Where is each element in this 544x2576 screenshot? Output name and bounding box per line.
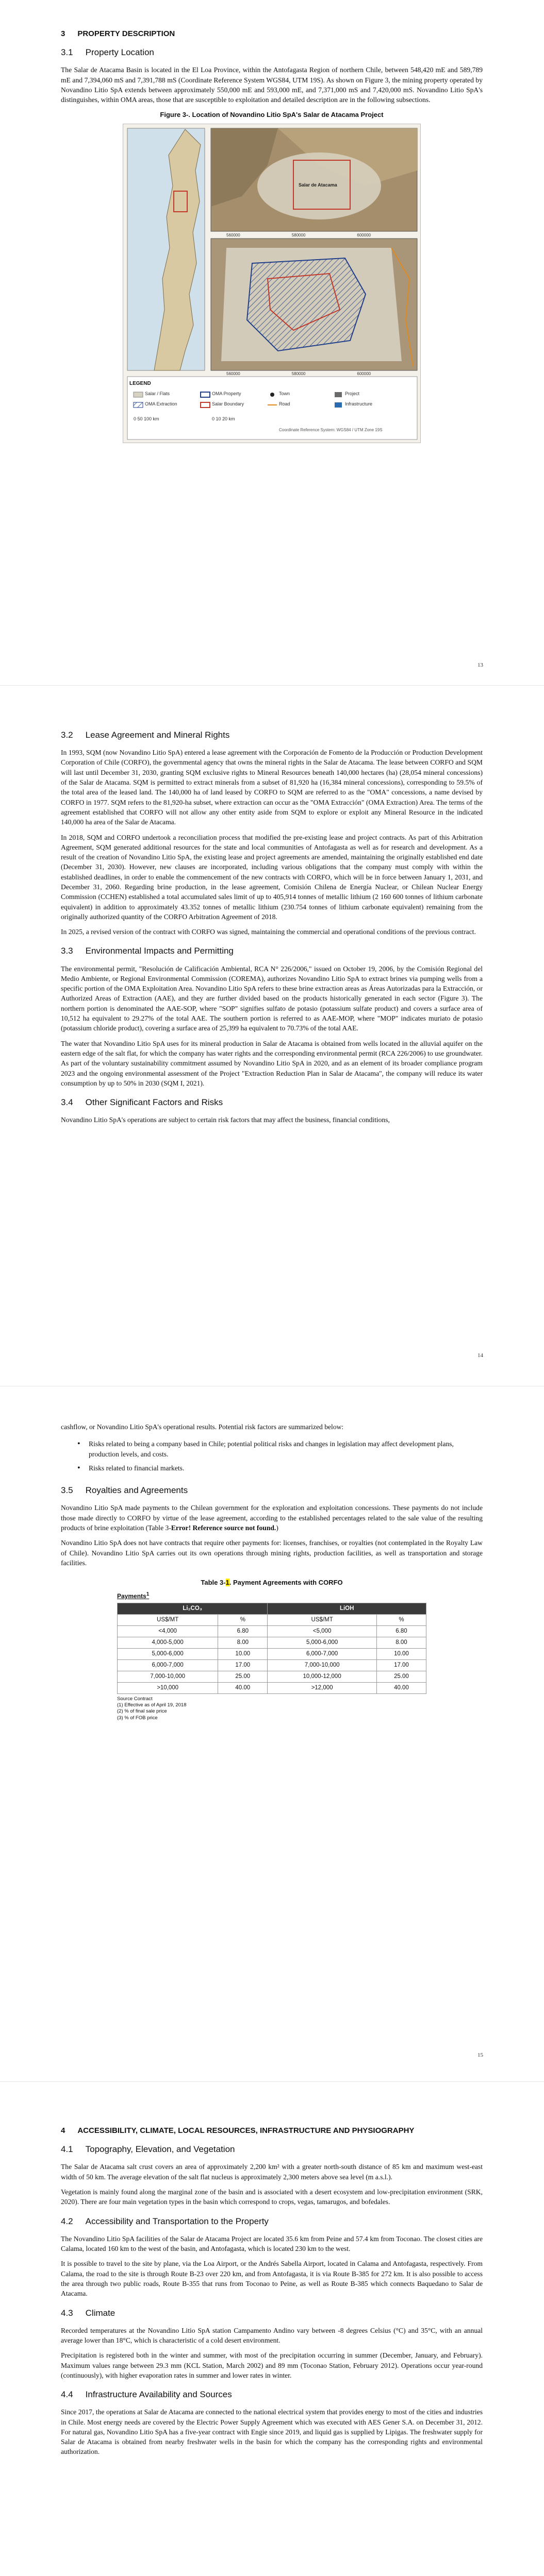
paragraph: In 2018, SQM and CORFO undertook a reconciliation process that modified the pre-existing lease and project contracts. As part of this Arbitration Agreement, SQM generated additional resources for the state and local communities of Antofagasta as well as for research and development. As a result of the creation of Novandino Litio SpA, the existing lease and project agreements are amended, maintaining the originally established end date (December 31, 2030). However, new clauses are incorporated, including various obligations that the company must comply with within the established deadlines, in order to enable the commencement of the new contracts with CORFO, which will be in force between January 1, 2031, and December 31, 2060. Regarding brine production, in the lease agreement, Comisión Chilena de Energía Nuclear, or Chilean Nuclear Energy Commission (CCHEN) established a total accumulated sales limit of up to 405,914 tonnes of metallic lithium (2 160 600 tonnes of lithium carbonate equivalent) in addition to approximately 43.352 tonnes of metallic lithium (230.754 tonnes of lithium carbonate equivalent) remaining from the originally authorized quantity of the CORFO Arbitration Agreement of 2018. bbox=[61, 833, 483, 921]
caption-part: Table 3- bbox=[201, 1579, 226, 1587]
table-row bbox=[118, 1625, 426, 1637]
caption-part: . Payment Agreements with CORFO bbox=[229, 1579, 343, 1587]
section-title: Infrastructure Availability and Sources bbox=[85, 2389, 232, 2400]
table-cell: >12,000 bbox=[268, 1682, 377, 1693]
table-cell: 4,000-5,000 bbox=[118, 1637, 218, 1648]
section-title: Topography, Elevation, and Vegetation bbox=[85, 2144, 235, 2155]
section-number: 4.3 bbox=[61, 2308, 73, 2318]
page-separator bbox=[0, 2081, 544, 2082]
grid-label: 560000 bbox=[226, 371, 240, 377]
table-header-label bbox=[117, 1591, 483, 1601]
chapter-4-heading bbox=[61, 2125, 483, 2136]
map-inset-label: Salar de Atacama bbox=[299, 182, 337, 188]
legend-item: OMA Extraction bbox=[145, 401, 177, 407]
section-title: Environmental Impacts and Permitting bbox=[85, 946, 234, 956]
paragraph: cashflow, or Novandino Litio SpA's operational results. Potential risk factors are summarized below: bbox=[61, 1423, 344, 1431]
page-separator bbox=[0, 685, 544, 686]
page-1-content bbox=[61, 28, 483, 443]
page-3-content bbox=[61, 1422, 483, 1721]
map-legend-title: LEGEND bbox=[129, 381, 151, 387]
table-row bbox=[118, 1671, 426, 1682]
column-header: % bbox=[218, 1614, 268, 1625]
paragraph: In 2025, a revised version of the contract with CORFO was signed, maintaining the commercial and operational conditions of the previous contract. bbox=[61, 928, 476, 936]
document-page-4 bbox=[0, 2097, 544, 2576]
page-number: 14 bbox=[477, 1352, 483, 1359]
page-number: 15 bbox=[477, 2052, 483, 2058]
table-cell: 8.00 bbox=[376, 1637, 426, 1648]
map-scale-left: 0 50 100 km bbox=[134, 416, 159, 422]
page-4-content bbox=[61, 2125, 483, 2462]
section-4-4-heading bbox=[61, 2388, 483, 2401]
caption-highlight: 1 bbox=[225, 1579, 229, 1587]
payments-label: Payments bbox=[117, 1592, 146, 1600]
table-cell: 6,000-7,000 bbox=[268, 1648, 377, 1659]
map-scale-right: 0 10 20 km bbox=[212, 416, 235, 422]
table-cell: <4,000 bbox=[118, 1625, 218, 1637]
column-header: US$/MT bbox=[118, 1614, 218, 1625]
chapter-title: ACCESSIBILITY, CLIMATE, LOCAL RESOURCES, INFRASTRUCTURE AND PHYSIOGRAPHY bbox=[77, 2126, 415, 2135]
table-subheader-row bbox=[118, 1614, 426, 1625]
map-grid-labels-top bbox=[226, 232, 371, 238]
legend-item: OMA Property bbox=[212, 391, 241, 397]
section-title: Property Location bbox=[85, 47, 154, 58]
payments-table bbox=[117, 1603, 426, 1694]
paragraph: It is possible to travel to the site by plane, via the Loa Airport, or the Andrés Sabella Airport, located in Calama and Antofagasta, respectively. From Calama, the road to the site is through Route B-23 over 220 km, and from Antofagasta, it is via Route B-385 for 272 km. It is also possible to access the area through two public roads, Route B-355 that runs from Toconao to Peine, as well as Route B-385 which connects Baquedano to Salar de Atacama. bbox=[61, 2260, 483, 2298]
table-cell: 5,000-6,000 bbox=[118, 1648, 218, 1659]
table-row bbox=[118, 1682, 426, 1693]
section-number: 3.2 bbox=[61, 730, 73, 740]
column-group: Li₂CO₃ bbox=[118, 1603, 268, 1614]
table-cell: 10,000-12,000 bbox=[268, 1671, 377, 1682]
payments-footnote-ref: 1 bbox=[146, 1591, 150, 1597]
grid-label: 560000 bbox=[226, 233, 240, 238]
table-caption bbox=[61, 1578, 483, 1587]
table-cell: 8.00 bbox=[218, 1637, 268, 1648]
section-number: 4.1 bbox=[61, 2144, 73, 2155]
legend-item: Road bbox=[279, 401, 290, 407]
table-row bbox=[118, 1637, 426, 1648]
table-cell: 7,000-10,000 bbox=[118, 1671, 218, 1682]
section-4-3-heading bbox=[61, 2307, 483, 2319]
table-cell: 6.80 bbox=[376, 1625, 426, 1637]
table-note: Source Contract bbox=[117, 1696, 153, 1702]
section-title: Climate bbox=[85, 2308, 116, 2318]
chapter-number: 4 bbox=[61, 2126, 65, 2135]
paragraph: Precipitation is registered both in the winter and summer, with most of the precipitation occurring in summer (December, January, and February). Maximum values range between 29.3 mm (KCL Station, March 2002) and 89 mm (Toconao Station, February 2012). Operations occur year-round (continuously), with higher evaporation rates in summer and lower rates in winter. bbox=[61, 2351, 483, 2379]
map-grid-labels-bottom bbox=[226, 371, 371, 377]
reference-error: Error! Reference source not found. bbox=[171, 1523, 276, 1532]
table-cell: 17.00 bbox=[218, 1659, 268, 1671]
table-cell: 6.80 bbox=[218, 1625, 268, 1637]
section-3-5-heading bbox=[61, 1484, 483, 1497]
document-page-3 bbox=[0, 1401, 544, 2081]
section-3-1-heading bbox=[61, 46, 483, 59]
paragraph: Recorded temperatures at the Novandino Litio SpA station Campamento Andino vary between -8 degrees Celsius (°C) and 35°C, with an annual average lower than 18°C, which is characteristic of a cold desert environment. bbox=[61, 2326, 483, 2344]
legend-item: Infrastructure bbox=[345, 401, 373, 407]
table-note: (2) % of final sale price bbox=[117, 1708, 167, 1715]
table-cell: 10.00 bbox=[218, 1648, 268, 1659]
page-2-content bbox=[61, 729, 483, 1130]
table-cell: 40.00 bbox=[376, 1682, 426, 1693]
legend-item: Town bbox=[279, 391, 290, 397]
list-item: • Risks related to being a company based in Chile; potential political risks and changes in legislation may affect development plans, production levels, and costs. bbox=[77, 1439, 483, 1459]
table-row bbox=[118, 1659, 426, 1671]
map-crs-note: Coordinate Reference System: WGS84 / UTM Zone 19S bbox=[279, 428, 383, 433]
column-header: US$/MT bbox=[268, 1614, 377, 1625]
section-number: 4.4 bbox=[61, 2389, 73, 2400]
section-3-4-heading bbox=[61, 1096, 483, 1109]
risk-list bbox=[77, 1439, 483, 1473]
section-title: Royalties and Agreements bbox=[85, 1485, 188, 1496]
section-3-2-heading bbox=[61, 729, 483, 741]
legend-item: Project bbox=[345, 391, 360, 397]
table-cell: 5,000-6,000 bbox=[268, 1637, 377, 1648]
paragraph: Vegetation is mainly found along the marginal zone of the basin and is associated with a desert ecosystem and low-precipitation environment (SRK, 2020). There are four main vegetation types in the basin which correspond to crops, vegas, tamarugos, and bofedales. bbox=[61, 2188, 483, 2206]
table-cell: >10,000 bbox=[118, 1682, 218, 1693]
column-header: % bbox=[376, 1614, 426, 1625]
paragraph: Since 2017, the operations at Salar de Atacama are connected to the national electrical system that provides energy to most of the cities and industries in Chile. Most energy needs are covered by the Electric Power Supply Agreement which was executed with AES Gener S.A. on December 31, 2012. For natural gas, Novandino Litio SpA has a five-year contract with Engie since 2019, and liquid gas is supplied by Lipigas. The freshwater supply for Salar de Atacama is obtained from nearby freshwater wells in the basin for which the company has the corresponding rights and environmental authorization. bbox=[61, 2408, 483, 2456]
page-number: 13 bbox=[477, 662, 483, 668]
paragraph-text: ) bbox=[276, 1523, 278, 1532]
section-number: 3.5 bbox=[61, 1485, 73, 1496]
location-map-figure bbox=[123, 124, 421, 443]
chapter-number: 3 bbox=[61, 29, 65, 38]
section-number: 3.4 bbox=[61, 1097, 73, 1108]
table-cell: <5,000 bbox=[268, 1625, 377, 1637]
table-row bbox=[118, 1648, 426, 1659]
figure-caption: Figure 3-. Location of Novandino Litio SpA's Salar de Atacama Project bbox=[160, 110, 384, 118]
paragraph: The Novandino Litio SpA facilities of the Salar de Atacama Project are located 35.6 km from Peine and 57.4 km from Toconao. The closest cities are Calama, located 160 km to the west of the basin, and Antofagasta, which is located 230 km to the west. bbox=[61, 2234, 483, 2253]
table-notes bbox=[117, 1696, 483, 1721]
paragraph: Novandino Litio SpA's operations are subject to certain risk factors that may affect the business, financial conditions, bbox=[61, 1116, 390, 1124]
grid-label: 580000 bbox=[291, 371, 306, 377]
document-page-2 bbox=[0, 701, 544, 1386]
section-3-3-heading bbox=[61, 945, 483, 957]
oma-extraction-area bbox=[247, 258, 366, 351]
column-group: LiOH bbox=[268, 1603, 426, 1614]
table-cell: 25.00 bbox=[218, 1671, 268, 1682]
table-header-row bbox=[118, 1603, 426, 1614]
grid-label: 600000 bbox=[357, 233, 371, 238]
section-4-2-heading bbox=[61, 2215, 483, 2228]
paragraph: Novandino Litio SpA does not have contracts that require other payments for: licenses, franchises, or royalties (not contemplated in the Royalty Law of Chile). Novandino Litio SpA carries out its own operations through mining rights, production facilities, as well as transportation and storage facilities. bbox=[61, 1539, 483, 1567]
paragraph-text: Novandino Litio SpA made payments to the Chilean government for the exploration and exploitation concessions. These payments do not include those made directly to CORFO by virtue of the lease agreement, according to the established percentages related to the sale value of the resulting products of brine exploitation (Table 3- bbox=[61, 1504, 483, 1532]
list-item: • Risks related to financial markets. bbox=[77, 1463, 483, 1473]
table-cell: 17.00 bbox=[376, 1659, 426, 1671]
paragraph: The water that Novandino Litio SpA uses for its mineral production in Salar de Atacama is obtained from wells located in the alluvial aquifer on the eastern edge of the salt flat, for which the company has water rights and the corresponding environmental permit (RCA 226/2006) to use groundwater. As part of the voluntary sustainability commitment assumed by Novandino Litio SpA in 2020, and as an element of its broader compliance program 2023 and the ongoing environmental assessment of the Project "Extraction Reduction Plan in Salar de Atacama", the company will reduce its water consumption by up to 50% in 2030 (SQM I, 2021). bbox=[61, 1039, 483, 1087]
paragraph: The Salar de Atacama salt crust covers an area of approximately 2,200 km² with a greater north-south distance of 85 km and maximum west-east width of 50 km. The average elevation of the salt flat nucleus is approximately 2,300 meters above sea level (m a.s.l.). bbox=[61, 2163, 483, 2181]
table-cell: 40.00 bbox=[218, 1682, 268, 1693]
paragraph bbox=[61, 1503, 483, 1533]
paragraph: The Salar de Atacama Basin is located in the El Loa Province, within the Antofagasta Region of northern Chile, between 548,420 mE and 589,789 mE and 7,394,060 mS and 7,391,788 mS (Coordinate Reference System WGS84, UTM 19S). As shown on Figure 3, the mining property operated by Novandino Litio SpA extends between approximately 550,000 mE and 593,000 mE, and 7,371,000 mS and 7,420,000 mS. Novandino Litio SpA's distinguishes, within OMA areas, those that are susceptible to exploitation and detailed description are in the following subsections. bbox=[61, 66, 483, 104]
paragraph: The environmental permit, "Resolución de Calificación Ambiental, RCA N° 226/2006," issued on October 19, 2006, by the Comisión Regional del Medio Ambiente, or Regional Environmental Commission (COREMA), authorizes Novandino Litio SpA to extract brines via pumping wells from a specific portion of the OMA Exploitation Area. Novandino Litio SpA refers to these brine extraction areas as Áreas Autorizadas para la Extracción, or Authorized Areas of Extraction (AAE), and they are further divided based on the products historically generated in each sector (Figure 3). The northern portion is denominated the AAE-SOP, where "SOP" signifies sulfato de potasio (potassium sulfate product) and covers a surface area of 10,512 ha equivalent to 29.27% of the total AAE. The southern portion is referred to as AAE-MOP, where "MOP" indicates muriato de potasio (potassium chloride product), covering a surface area of 25,399 ha equivalent to 70.73% of the total AAE. bbox=[61, 964, 483, 1032]
document-page-1 bbox=[0, 0, 544, 685]
grid-label: 600000 bbox=[357, 371, 371, 377]
section-title: Accessibility and Transportation to the Property bbox=[85, 2216, 269, 2226]
section-4-1-heading bbox=[61, 2143, 483, 2156]
legend-item: Salar / Flats bbox=[145, 391, 170, 397]
section-title: Other Significant Factors and Risks bbox=[85, 1097, 223, 1108]
section-number: 4.2 bbox=[61, 2216, 73, 2226]
table-cell: 10.00 bbox=[376, 1648, 426, 1659]
paragraph: In 1993, SQM (now Novandino Litio SpA) entered a lease agreement with the Corporación de Fomento de la Producción or Production Development Corporation of Chile (CORFO), the governmental agency that owns the mineral rights in the Salar de Atacama. The lease between CORFO and SQM will last until December 31, 2030, granting SQM exclusive rights to Mineral Resources beneath 140,000 hectares (ha) (28,054 mineral concessions) of the Salar de Atacama. SQM is permitted to extract minerals from a subset of 81,920 ha (16,384 mineral concessions), corresponding to 59.5% of the total area of the leased land. The 140,000 ha of land leased by CORFO to SQM are referred to as the "OMA" concessions, a name devised by CORFO in 1977. SQM refers to the 81,920-ha subset, where extraction can occur as the "OMA Extracción" (OMA Extraction) Area. The terms of the agreement established that CORFO will not allow any other entity aside from SQM to explore or exploit any Mineral Resource in the indicated 140,000 ha area of the Salar de Atacama. bbox=[61, 749, 483, 826]
chapter-title: PROPERTY DESCRIPTION bbox=[77, 29, 175, 38]
table-cell: 25.00 bbox=[376, 1671, 426, 1682]
chapter-3-heading bbox=[61, 28, 483, 39]
table-cell: 7,000-10,000 bbox=[268, 1659, 377, 1671]
grid-label: 580000 bbox=[291, 233, 306, 238]
legend-item: Salar Boundary bbox=[212, 401, 244, 407]
section-title: Lease Agreement and Mineral Rights bbox=[85, 730, 230, 740]
section-number: 3.1 bbox=[61, 47, 73, 58]
table-note: (3) % of FOB price bbox=[117, 1715, 158, 1721]
section-number: 3.3 bbox=[61, 946, 73, 956]
table-cell: 6,000-7,000 bbox=[118, 1659, 218, 1671]
table-note: (1) Effective as of April 19, 2018 bbox=[117, 1702, 187, 1708]
